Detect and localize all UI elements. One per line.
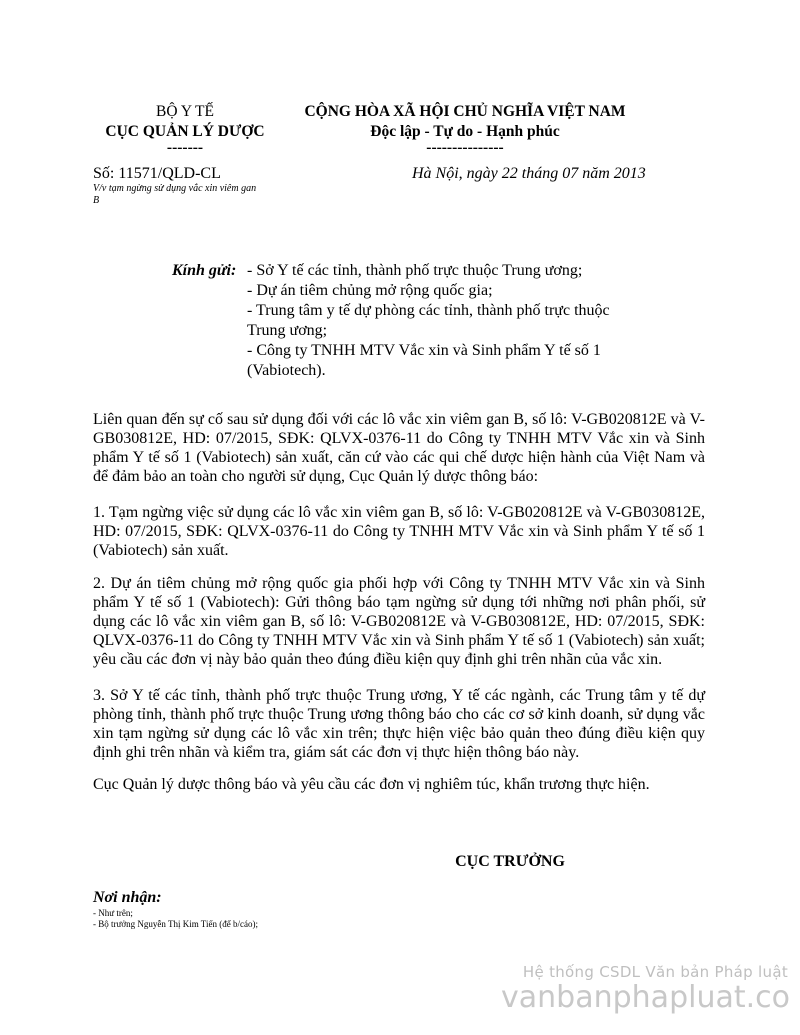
watermark-site: vanbanphapluat.co bbox=[501, 980, 790, 1015]
recipients-label: Kính gửi: bbox=[172, 262, 237, 279]
ministry-name: BỘ Y TẾ bbox=[156, 103, 214, 120]
recipient-line: Trung ương; bbox=[247, 322, 328, 339]
noi-nhan-label: Nơi nhận: bbox=[93, 889, 162, 906]
recipient-line: - Dự án tiêm chủng mở rộng quốc gia; bbox=[247, 282, 493, 299]
subject-line-1: V/v tạm ngừng sử dụng vắc xin viêm gan bbox=[93, 183, 257, 194]
noi-nhan-item: - Bộ trưởng Nguyễn Thị Kim Tiến (để b/cáo); bbox=[93, 919, 258, 929]
intro-paragraph: Liên quan đến sự cố sau sử dụng đối với các lô vắc xin viêm gan B, số lô: V-GB020812E và V-GB030812E, HD: 07/2015, SĐK: QLVX-0376-11 do Công ty TNHH MTV Vắc xin và Sinh phẩm Y tế số 1 (Vabiotech) sản xuất, căn cứ vào các qui chế dược hiện hành của Việt Nam và để đảm bảo an toàn cho người sử dụng, Cục Quản lý dược thông báo: bbox=[93, 411, 705, 485]
recipient-line: - Công ty TNHH MTV Vắc xin và Sinh phẩm Y tế số 1 bbox=[247, 342, 601, 359]
closing-paragraph: Cục Quản lý dược thông báo và yêu cầu các đơn vị nghiêm túc, khẩn trương thực hiện. bbox=[93, 776, 650, 793]
item-3-paragraph: 3. Sở Y tế các tỉnh, thành phố trực thuộc Trung ương, Y tế các ngành, các Trung tâm y tế dự phòng tỉnh, thành phố trực thuộc Trung ương thông báo cho các cơ sở kinh doanh, sử dụng vắc xin tạm ngừng sử dụng các lô vắc xin trên; thực hiện việc bảo quản theo đúng điều kiện quy định ghi trên nhãn và kiểm tra, giám sát các đơn vị thực hiện thông báo này. bbox=[93, 687, 705, 761]
document-number: Số: 11571/QLD-CL bbox=[93, 165, 221, 182]
item-2-paragraph: 2. Dự án tiêm chủng mở rộng quốc gia phối hợp với Công ty TNHH MTV Vắc xin và Sinh phẩm Y tế số 1 (Vabiotech): Gửi thông báo tạm ngừng sử dụng tới những nơi phân phối, sử dụng các lô vắc xin viêm gan B, số lô: V-GB020812E và V-GB030812E, HD: 07/2015, SĐK: QLVX-0376-11 do Công ty TNHH MTV Vắc xin và Sinh phẩm Y tế số 1 (Vabiotech) sản xuất; yêu cầu các đơn vị này bảo quản theo đúng điều kiện quy định ghi trên nhãn của vắc xin. bbox=[93, 575, 705, 668]
subject-line-2: B bbox=[93, 195, 100, 206]
header-left bbox=[85, 102, 285, 154]
document-subject bbox=[93, 183, 293, 207]
national-motto: Độc lập - Tự do - Hạnh phúc bbox=[370, 123, 560, 140]
watermark-tagline: Hệ thống CSDL Văn bản Pháp luật bbox=[522, 963, 788, 981]
country-name: CỘNG HÒA XÃ HỘI CHỦ NGHĨA VIỆT NAM bbox=[304, 103, 626, 120]
item-1-paragraph: 1. Tạm ngừng việc sử dụng các lô vắc xin viêm gan B, số lô: V-GB020812E và V-GB030812E, HD: 07/2015, SĐK: QLVX-0376-11 do Công ty TNHH MTV Vắc xin và Sinh phẩm Y tế số 1 (Vabiotech) sản xuất. bbox=[93, 504, 705, 559]
noi-nhan-item: - Như trên; bbox=[93, 908, 133, 918]
header-right bbox=[290, 102, 640, 154]
recipients-list bbox=[247, 261, 647, 381]
recipient-line: (Vabiotech). bbox=[247, 362, 326, 379]
place-date: Hà Nội, ngày 22 tháng 07 năm 2013 bbox=[412, 165, 646, 182]
recipient-line: - Sở Y tế các tỉnh, thành phố trực thuộc Trung ương; bbox=[247, 262, 583, 279]
noi-nhan-list bbox=[93, 908, 393, 930]
department-name: CỤC QUẢN LÝ DƯỢC bbox=[105, 123, 265, 140]
recipient-line: - Trung tâm y tế dự phòng các tỉnh, thành phố trực thuộc bbox=[247, 302, 610, 319]
department-divider: ------- bbox=[166, 139, 204, 156]
motto-divider: --------------- bbox=[426, 139, 504, 156]
signature-title: CỤC TRƯỞNG bbox=[455, 853, 565, 870]
